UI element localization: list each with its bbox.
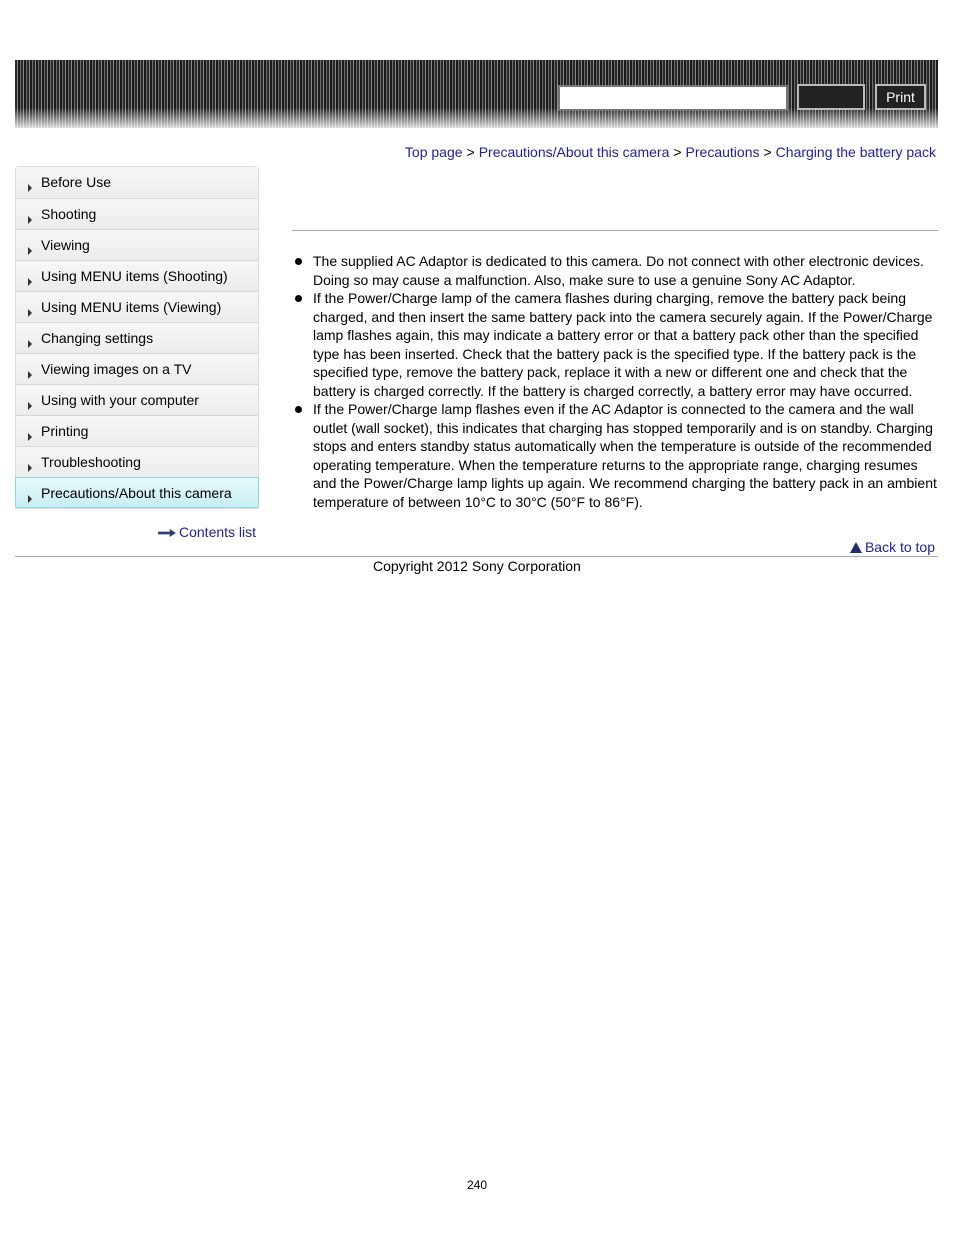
page-number: 240: [466, 1178, 488, 1192]
print-button[interactable]: Print: [875, 84, 926, 110]
list-item: [292, 252, 938, 289]
sidebar-item-label: Using MENU items (Shooting): [41, 268, 228, 284]
triangle-right-icon: [28, 371, 32, 379]
sidebar-item-label: Shooting: [41, 206, 97, 222]
list-item-text: If the Power/Charge lamp of the camera flashes during charging, remove the battery pack being charged, and then insert the same battery pack into the camera securely again. If the Power/Charge lamp flashes again, this may indicate a battery error or that a battery pack other than the specified type has been inserted. Check that the battery pack is the specified type. If the battery pack is the specified type, remove the battery pack, replace it with a new or different one and check that the battery is charged correctly. If the battery is charged correctly, a battery error may have occurred.: [313, 290, 933, 399]
triangle-right-icon: [28, 402, 32, 410]
breadcrumb-top-page[interactable]: Top page: [404, 144, 463, 160]
sidebar-item-printing[interactable]: [16, 415, 258, 446]
sidebar-item-changing-settings[interactable]: [16, 322, 258, 353]
contents-list-label: Contents list: [179, 524, 257, 540]
breadcrumb-separator: >: [763, 144, 772, 160]
sidebar-nav: [15, 166, 259, 509]
breadcrumb-current-page[interactable]: Charging the battery pack: [775, 144, 936, 160]
list-item: [292, 289, 938, 400]
contents-list-link[interactable]: [158, 524, 256, 540]
breadcrumb-separator: >: [466, 144, 475, 160]
breadcrumb-precautions-about[interactable]: Precautions/About this camera: [478, 144, 670, 160]
list-item-text: The supplied AC Adaptor is dedicated to this camera. Do not connect with other electronic devices. Doing so may cause a malfunction. Also, make sure to use a genuine Sony AC Adaptor.: [313, 253, 924, 288]
sidebar-item-label: Viewing images on a TV: [41, 361, 192, 377]
triangle-right-icon: [28, 309, 32, 317]
sidebar-item-label: Before Use: [41, 174, 112, 190]
sidebar-item-label: Precautions/About this camera: [41, 485, 232, 501]
breadcrumb: [405, 144, 936, 160]
sidebar-item-label: Printing: [41, 423, 89, 439]
triangle-right-icon: [28, 184, 32, 192]
bullet-icon: [295, 258, 302, 265]
list-item: [292, 400, 938, 511]
breadcrumb-separator: >: [673, 144, 682, 160]
sidebar-item-viewing-tv[interactable]: [16, 353, 258, 384]
sidebar-item-label: Changing settings: [41, 330, 154, 346]
footer-divider: [15, 556, 938, 557]
back-to-top-label: Back to top: [864, 539, 935, 555]
sidebar-item-label: Using MENU items (Viewing): [41, 299, 222, 315]
breadcrumb-precautions[interactable]: Precautions: [685, 144, 760, 160]
arrow-right-icon: [158, 529, 176, 537]
sidebar-item-viewing[interactable]: [16, 229, 258, 260]
list-item-text: If the Power/Charge lamp flashes even if the AC Adaptor is connected to the camera and the wall outlet (wall socket), this indicates that charging has stopped temporarily and is on standby. Charging stops and enters standby status automatically when the temperature is outside of the recommended operating temperature. When the temperature returns to the appropriate range, charging resumes and the Power/Charge lamp lights up again. We recommend charging the battery pack in an ambient temperature of between 10°C to 30°C (50°F to 86°F).: [313, 401, 937, 510]
triangle-right-icon: [28, 495, 32, 503]
sidebar-item-precautions[interactable]: [15, 477, 259, 508]
triangle-right-icon: [28, 247, 32, 255]
sidebar-item-menu-viewing[interactable]: [16, 291, 258, 322]
search-button[interactable]: [797, 84, 865, 110]
triangle-right-icon: [28, 216, 32, 224]
triangle-right-icon: [28, 340, 32, 348]
bullet-icon: [295, 295, 302, 302]
sidebar-item-label: Troubleshooting: [41, 454, 141, 470]
sidebar-item-menu-shooting[interactable]: [16, 260, 258, 291]
triangle-right-icon: [28, 278, 32, 286]
back-to-top-link[interactable]: [850, 539, 935, 555]
title-divider: [292, 230, 938, 231]
sidebar-item-computer[interactable]: [16, 384, 258, 415]
sidebar-item-troubleshooting[interactable]: [16, 446, 258, 477]
bullet-icon: [295, 406, 302, 413]
precaution-list: [292, 252, 938, 511]
sidebar-item-label: Using with your computer: [41, 392, 199, 408]
copyright-text: Copyright 2012 Sony Corporation: [373, 558, 581, 574]
search-input[interactable]: [558, 85, 788, 111]
triangle-right-icon: [28, 433, 32, 441]
sidebar-item-shooting[interactable]: [16, 198, 258, 229]
sidebar-item-before-use[interactable]: [16, 167, 258, 198]
sidebar-item-label: Viewing: [41, 237, 90, 253]
triangle-right-icon: [28, 464, 32, 472]
triangle-up-icon: [850, 542, 862, 553]
